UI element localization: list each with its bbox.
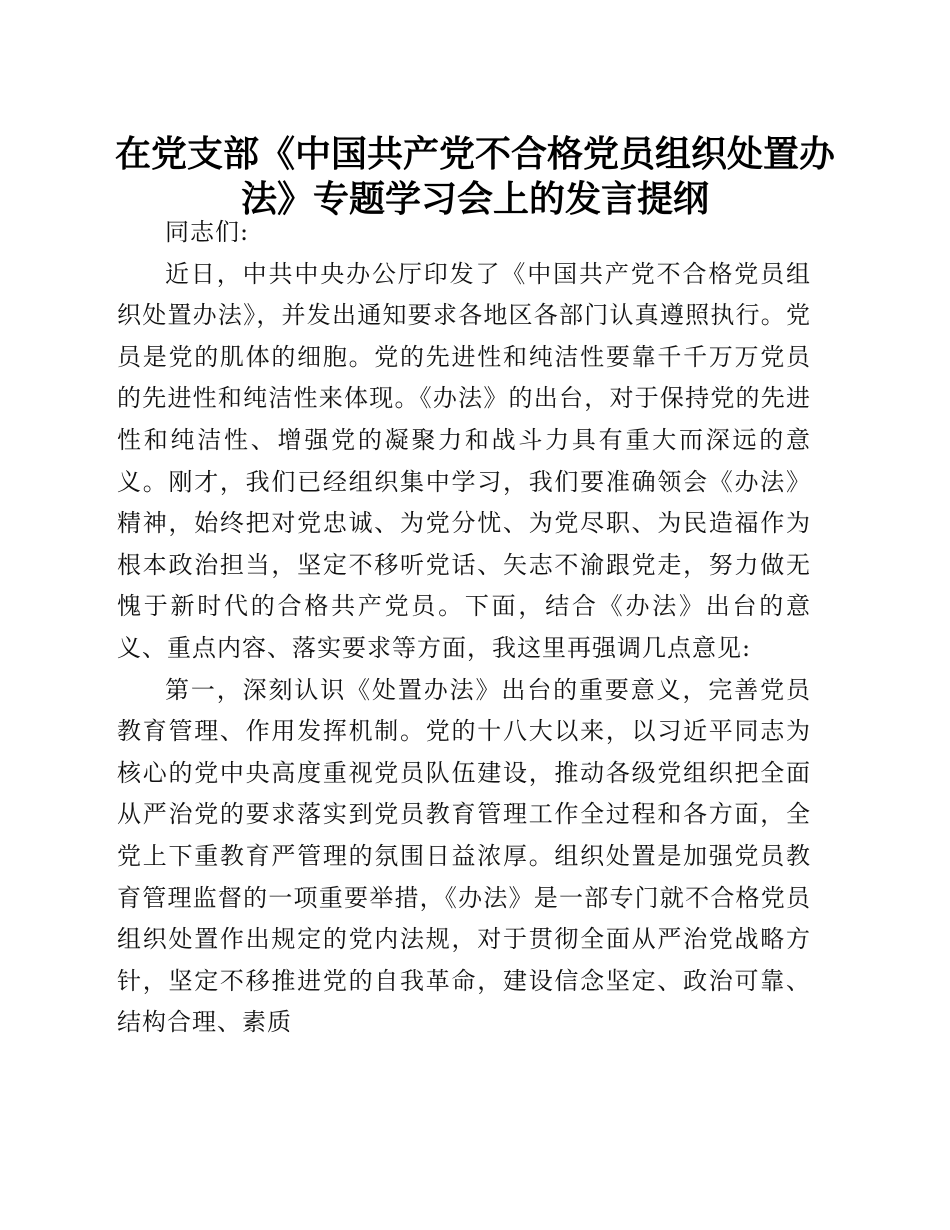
paragraph-intro: 近日，中共中央办公厅印发了《中国共产党不合格党员组织处置办法》，并发出通知要求各地区各部门认真遵照执行。党员是党的肌体的细胞。党的先进性和纯洁性要靠千千万万党员的先进性和纯洁性来体现。《办法》的出台，对于保持党的先进性和纯洁性、增强党的凝聚力和战斗力具有重大而深远的意义。刚才，我们已经组织集中学习，我们要准确领会《办法》精神，始终把对党忠诚、为党分忧、为党尽职、为民造福作为根本政治担当，坚定不移听党话、矢志不渝跟党走，努力做无愧于新时代的合格共产党员。下面，结合《办法》出台的意义、重点内容、落实要求等方面，我这里再强调几点意见: <box>117 259 811 662</box>
title-line-1: 在党支部《中国共产党不合格党员组织处置办 <box>114 133 835 175</box>
document-title <box>110 132 840 222</box>
paragraph-point-one: 第一，深刻认识《处置办法》出台的重要意义，完善党员教育管理、作用发挥机制。党的十八大以来，以习近平同志为核心的党中央高度重视党员队伍建设，推动各级党组织把全面从严治党的要求落实到党员教育管理工作全过程和各方面，全党上下重教育严管理的氛围日益浓厚。组织处置是加强党员教育管理监督的一项重要举措，《办法》是一部专门就不合格党员组织处置作出规定的党内法规，对于贯彻全面从严治党战略方针，坚定不移推进党的自我革命，建设信念坚定、政治可靠、结构合理、素质 <box>117 675 811 1037</box>
document-body <box>117 212 811 1044</box>
salutation: 同志们: <box>165 218 250 246</box>
title-line-2: 法》专题学习会上的发言提纲 <box>240 178 709 220</box>
